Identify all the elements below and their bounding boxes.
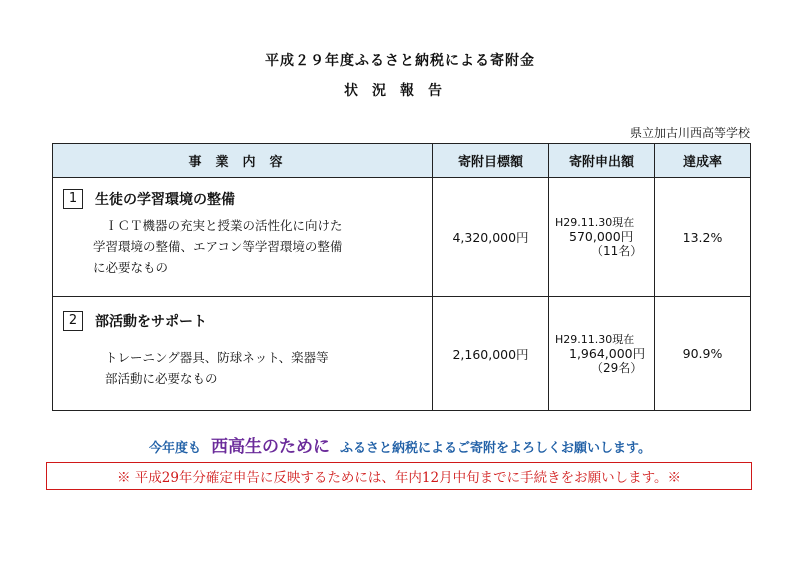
document-title: 平成２９年度ふるさと納税による寄附金: [265, 53, 535, 69]
column-header-applied: 寄附申出額: [549, 144, 655, 178]
project-number: 2: [63, 311, 83, 331]
project-cell: [53, 178, 433, 297]
applied-amount: 1,964,000円: [569, 345, 646, 361]
applied-cell: [549, 178, 655, 297]
column-header-rate: 達成率: [655, 144, 751, 178]
as-of-date: H29.11.30現在: [555, 332, 635, 346]
table-row: [53, 178, 751, 297]
school-name: 県立加古川西高等学校: [629, 126, 750, 140]
table-row: [53, 297, 751, 411]
column-header-content: 事業内容: [53, 144, 433, 178]
as-of-date: H29.11.30現在: [555, 216, 635, 229]
target-amount: 2,160,000円: [433, 297, 549, 411]
description-line: に必要なもの: [93, 259, 169, 275]
project-title: 生徒の学習環境の整備: [95, 191, 235, 208]
description-line: トレーニング器具、防球ネット、楽器等: [105, 349, 329, 365]
project-number: 1: [63, 189, 83, 209]
achievement-rate: 13.2%: [655, 178, 751, 297]
achievement-rate: 90.9%: [655, 297, 751, 411]
applied-cell: [549, 297, 655, 411]
donor-count: （29名）: [591, 360, 643, 375]
document-subtitle: 状況報告: [344, 83, 456, 99]
project-cell: [53, 297, 433, 411]
target-amount: 4,320,000円: [433, 178, 549, 297]
appeal-part-1: 今年度も: [149, 441, 202, 456]
description-line: ＩＣＴ機器の充実と授業の活性化に向けた: [105, 217, 343, 233]
donor-count: （11名）: [591, 244, 643, 258]
description-line: 部活動に必要なもの: [105, 370, 218, 386]
appeal-part-2: 西高生のために: [211, 437, 331, 457]
applied-amount: 570,000円: [569, 229, 634, 244]
deadline-notice: ※ 平成29年分確定申告に反映するためには、年内12月中旬までに手続きをお願いします。※: [46, 462, 752, 490]
table-header-row: [53, 144, 751, 178]
project-description: [53, 347, 432, 389]
project-description: [53, 215, 432, 278]
appeal-message: [0, 432, 800, 457]
donation-table: [52, 143, 751, 411]
description-line: 学習環境の整備、エアコン等学習環境の整備: [93, 238, 343, 254]
project-title: 部活動をサポート: [95, 313, 207, 330]
appeal-part-3: ふるさと納税によるご寄附をよろしくお願いします。: [340, 441, 651, 456]
column-header-target: 寄附目標額: [433, 144, 549, 178]
